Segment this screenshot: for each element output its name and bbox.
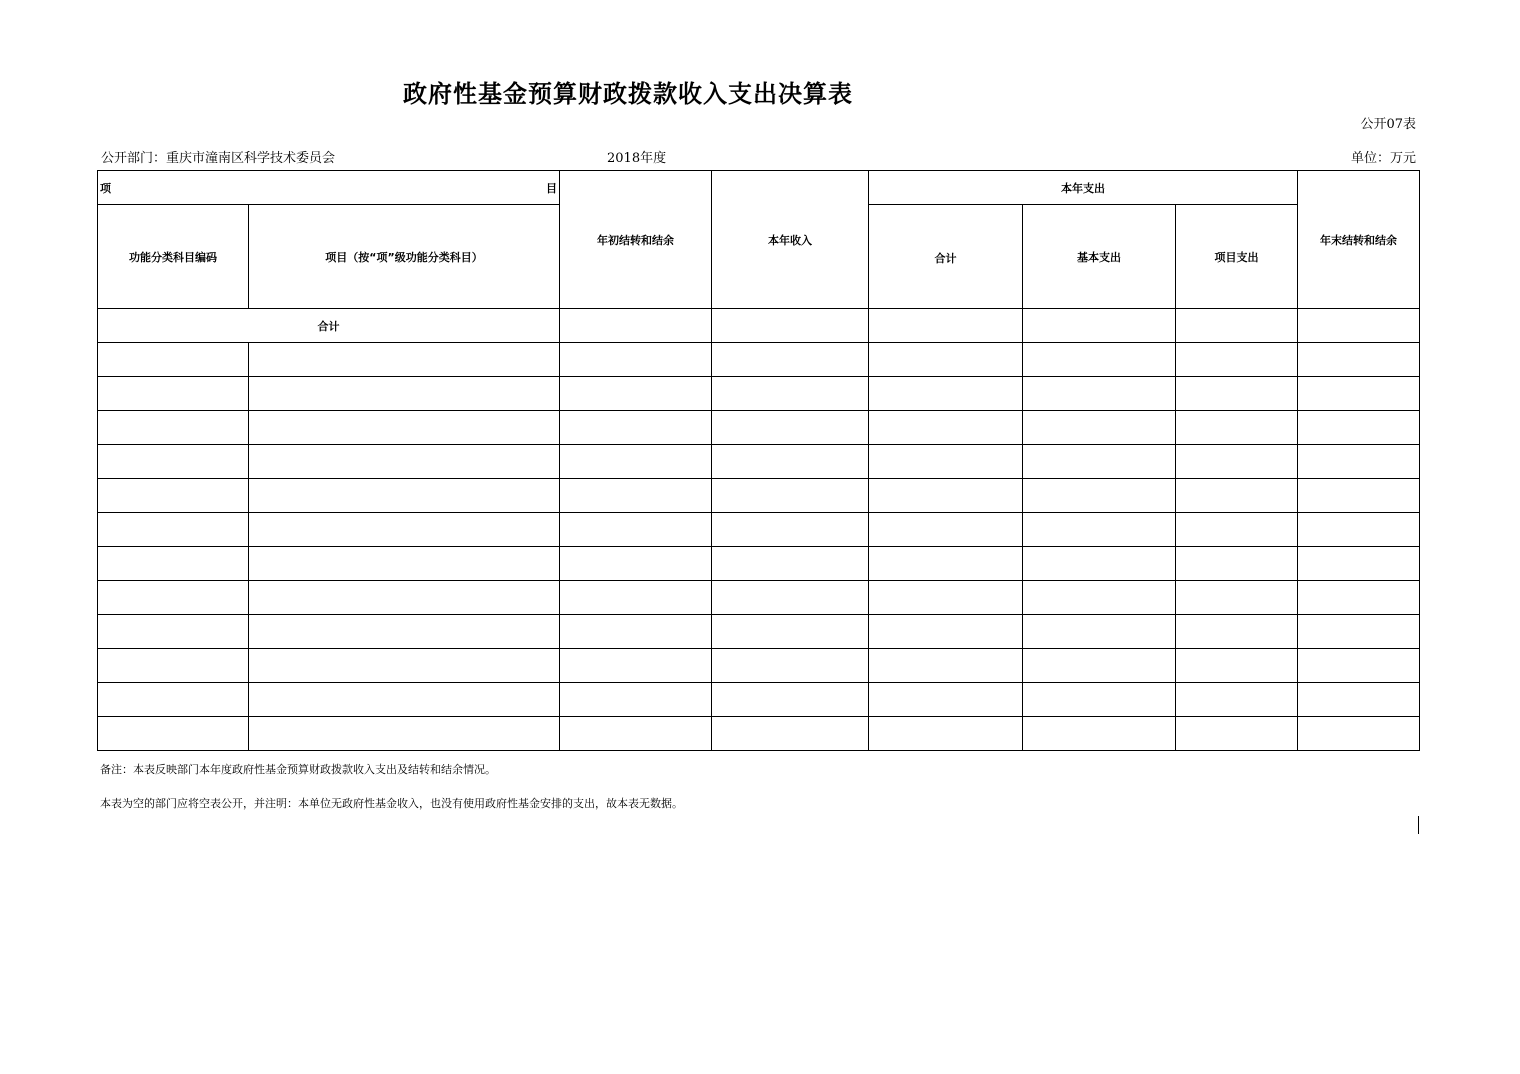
table-cell <box>712 683 869 717</box>
table-cell <box>869 411 1023 445</box>
table-cell <box>249 717 560 751</box>
table-cell <box>869 649 1023 683</box>
table-cell <box>249 547 560 581</box>
table-cell <box>712 411 869 445</box>
table-cell <box>1298 377 1420 411</box>
table-cell <box>1298 581 1420 615</box>
table-cell <box>712 581 869 615</box>
table-row <box>98 615 1420 649</box>
table-cell <box>869 717 1023 751</box>
table-cell <box>249 479 560 513</box>
table-cell <box>249 445 560 479</box>
table-row <box>98 683 1420 717</box>
table-cell <box>560 513 712 547</box>
table-cell <box>249 343 560 377</box>
table-row <box>98 581 1420 615</box>
table-cell <box>98 547 249 581</box>
table-cell <box>249 513 560 547</box>
table-cell <box>1023 683 1176 717</box>
header-item-name: 项目（按“项”级功能分类科目） <box>249 205 560 309</box>
table-cell <box>1176 479 1298 513</box>
table-cell <box>249 411 560 445</box>
header-item <box>98 171 560 205</box>
header-total: 合计 <box>869 205 1023 309</box>
table-cell <box>712 513 869 547</box>
table-cell <box>869 581 1023 615</box>
table-row <box>98 479 1420 513</box>
table-cell <box>1023 615 1176 649</box>
table-cell <box>1176 411 1298 445</box>
table-cell <box>1023 547 1176 581</box>
table-cell <box>712 615 869 649</box>
table-cell <box>869 479 1023 513</box>
header-mu: 目 <box>546 181 557 195</box>
table-body <box>98 343 1420 751</box>
table-cell <box>1176 615 1298 649</box>
table-cell <box>249 615 560 649</box>
table-cell <box>1023 445 1176 479</box>
unit-label: 单位：万元 <box>1350 151 1416 166</box>
header-income: 本年收入 <box>712 171 869 309</box>
table-cell <box>1023 717 1176 751</box>
table-cell <box>1023 479 1176 513</box>
table-cell <box>869 683 1023 717</box>
table-row <box>98 513 1420 547</box>
table-cell <box>869 547 1023 581</box>
header-begin-balance: 年初结转和结余 <box>560 171 712 309</box>
table-cell <box>1023 411 1176 445</box>
table-cell <box>1298 717 1420 751</box>
department-label: 公开部门：重庆市潼南区科学技术委员会 <box>101 151 336 166</box>
table-cell <box>1023 649 1176 683</box>
table-cell <box>712 377 869 411</box>
table-row <box>98 343 1420 377</box>
table-cell <box>560 547 712 581</box>
header-expense-group: 本年支出 <box>869 171 1298 205</box>
table-cell <box>869 615 1023 649</box>
table-cell <box>869 309 1023 343</box>
table-cell <box>560 683 712 717</box>
header-xiang: 项 <box>100 181 111 195</box>
table-cell <box>249 377 560 411</box>
table-cell <box>560 343 712 377</box>
table-cell <box>712 343 869 377</box>
table-cell <box>1298 479 1420 513</box>
table-cell <box>712 547 869 581</box>
page-title: 政府性基金预算财政拨款收入支出决算表 <box>403 80 853 108</box>
table-cell <box>1023 377 1176 411</box>
table-cell <box>1023 309 1176 343</box>
table-row <box>98 411 1420 445</box>
table-cell <box>560 717 712 751</box>
table-row <box>98 445 1420 479</box>
table-cell <box>98 479 249 513</box>
header-project: 项目支出 <box>1176 205 1298 309</box>
table-cell <box>1176 445 1298 479</box>
table-cell <box>1298 411 1420 445</box>
table-cell <box>98 581 249 615</box>
table-row <box>98 649 1420 683</box>
budget-table <box>97 170 1420 751</box>
table-cell <box>249 649 560 683</box>
form-number: 公开07表 <box>1360 117 1416 132</box>
table-cell <box>1023 343 1176 377</box>
table-cell <box>98 411 249 445</box>
table-cell <box>1023 581 1176 615</box>
year-label: 2018年度 <box>607 151 667 166</box>
table-cell <box>1298 547 1420 581</box>
note-empty-statement: 本表为空的部门应将空表公开，并注明：本单位无政府性基金收入，也没有使用政府性基金安排的支出，故本表无数据。 <box>100 797 683 810</box>
table-row <box>98 717 1420 751</box>
table-row <box>98 547 1420 581</box>
table-cell <box>1298 343 1420 377</box>
header-code: 功能分类科目编码 <box>98 205 249 309</box>
table-row <box>98 377 1420 411</box>
table-cell <box>1298 649 1420 683</box>
total-label: 合计 <box>98 309 560 343</box>
header-basic: 基本支出 <box>1023 205 1176 309</box>
table-cell <box>560 309 712 343</box>
table-cell <box>560 581 712 615</box>
table-cell <box>1298 309 1420 343</box>
table-cell <box>1176 547 1298 581</box>
table-cell <box>1023 513 1176 547</box>
table-cell <box>560 479 712 513</box>
table-cell <box>98 615 249 649</box>
table-cell <box>869 343 1023 377</box>
table-cell <box>560 377 712 411</box>
table-cell <box>1176 581 1298 615</box>
table-cell <box>1176 377 1298 411</box>
table-cell <box>1298 615 1420 649</box>
table-cell <box>98 445 249 479</box>
table-cell <box>1176 513 1298 547</box>
table-cell <box>1298 445 1420 479</box>
divider-line <box>1418 816 1419 834</box>
table-cell <box>869 445 1023 479</box>
table-cell <box>712 309 869 343</box>
table-cell <box>98 343 249 377</box>
table-cell <box>1176 683 1298 717</box>
table-cell <box>712 649 869 683</box>
table-cell <box>712 717 869 751</box>
table-cell <box>249 683 560 717</box>
table-cell <box>1298 513 1420 547</box>
table-cell <box>560 649 712 683</box>
table-cell <box>249 581 560 615</box>
header-end-balance: 年末结转和结余 <box>1298 171 1420 309</box>
table-cell <box>1298 683 1420 717</box>
table-cell <box>869 377 1023 411</box>
table-cell <box>560 615 712 649</box>
table-cell <box>98 513 249 547</box>
table-cell <box>98 649 249 683</box>
table-cell <box>1176 649 1298 683</box>
table-cell <box>869 513 1023 547</box>
table-cell <box>1176 343 1298 377</box>
total-row <box>98 309 1420 343</box>
table-cell <box>98 377 249 411</box>
table-cell <box>1176 717 1298 751</box>
table-cell <box>98 683 249 717</box>
table-cell <box>1176 309 1298 343</box>
table-cell <box>560 411 712 445</box>
table-cell <box>712 479 869 513</box>
note-remark: 备注：本表反映部门本年度政府性基金预算财政拨款收入支出及结转和结余情况。 <box>100 763 496 776</box>
table-cell <box>560 445 712 479</box>
table-cell <box>712 445 869 479</box>
table-cell <box>98 717 249 751</box>
